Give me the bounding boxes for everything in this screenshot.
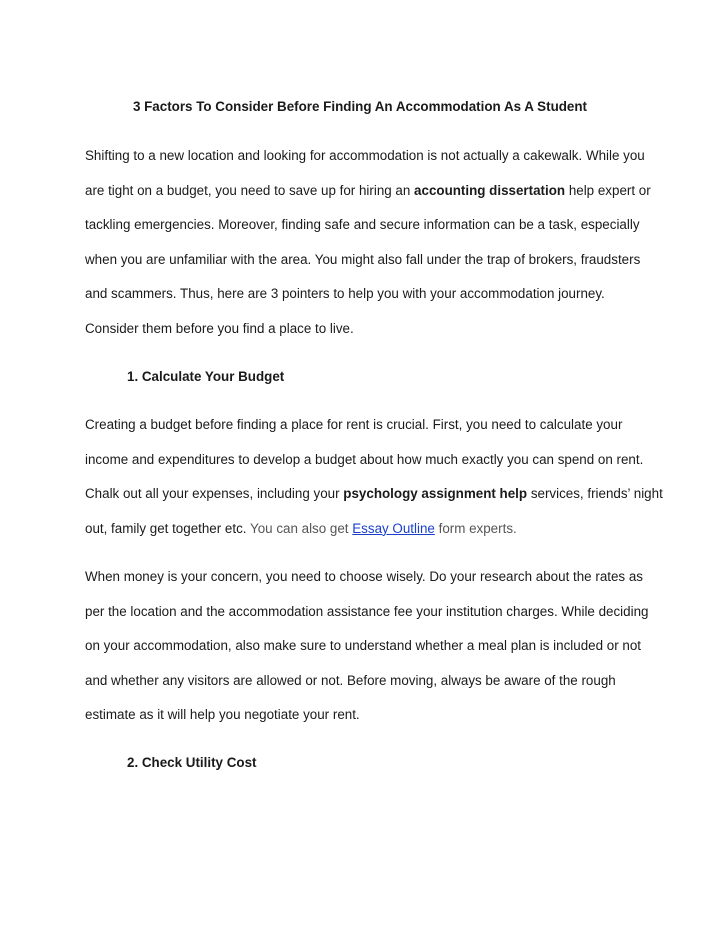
budget-p2-line-2: per the location and the accommodation assistance fee your institution charges. While deciding <box>85 603 649 619</box>
intro-line-6: Consider them before you find a place to live. <box>85 320 354 336</box>
budget-paragraph-2 <box>85 560 649 733</box>
essay-promo-end: form experts. <box>434 520 517 536</box>
budget-p2-line-1: When money is your concern, you need to choose wisely. Do your research about the rates as <box>85 569 643 584</box>
accounting-dissertation-keyword: accounting dissertation <box>414 182 566 198</box>
budget-paragraph-1 <box>85 408 663 546</box>
budget-p1-line-3-text: Chalk out all your expenses, including your <box>85 486 344 502</box>
intro-line-5: and scammers. Thus, here are 3 pointers to help you with your accommodation journey. <box>85 286 605 302</box>
section-heading-utility-cost: 2. Check Utility Cost <box>127 755 257 770</box>
intro-paragraph <box>85 139 651 347</box>
budget-p1-line-2: income and expenditures to develop a budget about how much exactly you can spend on rent. <box>85 451 644 467</box>
budget-p1-line-3 <box>85 477 663 512</box>
section-heading-calculate-budget: 1. Calculate Your Budget <box>127 369 285 384</box>
intro-line-1: Shifting to a new location and looking for accommodation is not actually a cakewalk. While you <box>85 148 645 163</box>
budget-p1-line-4-text: out, family get together etc. <box>85 520 250 536</box>
intro-line-2 <box>85 174 651 209</box>
budget-p1-line-3-end: services, friends’ night <box>527 486 663 502</box>
budget-p1-line-4 <box>85 512 645 547</box>
intro-line-3: tackling emergencies. Moreover, finding safe and secure information can be a task, especially <box>85 217 640 233</box>
intro-line-2-text: are tight on a budget, you need to save up for hiring an <box>85 182 415 198</box>
document-title: 3 Factors To Consider Before Finding An Accommodation As A Student <box>132 99 588 114</box>
essay-outline-link[interactable]: Essay Outline <box>352 520 435 536</box>
budget-p2-line-5: estimate as it will help you negotiate your rent. <box>85 707 360 723</box>
budget-p2-line-4: and whether any visitors are allowed or not. Before moving, always be aware of the rough <box>85 672 616 688</box>
intro-line-2-end: help expert or <box>565 182 651 198</box>
budget-p2-line-3: on your accommodation, also make sure to understand whether a meal plan is included or not <box>85 638 642 654</box>
budget-p1-line-1: Creating a budget before finding a place for rent is crucial. First, you need to calculate your <box>85 417 623 432</box>
essay-promo-text: You can also get <box>250 520 353 536</box>
intro-line-4: when you are unfamiliar with the area. You might also fall under the trap of brokers, fraudsters <box>85 251 641 267</box>
psychology-assignment-keyword: psychology assignment help <box>343 486 528 502</box>
